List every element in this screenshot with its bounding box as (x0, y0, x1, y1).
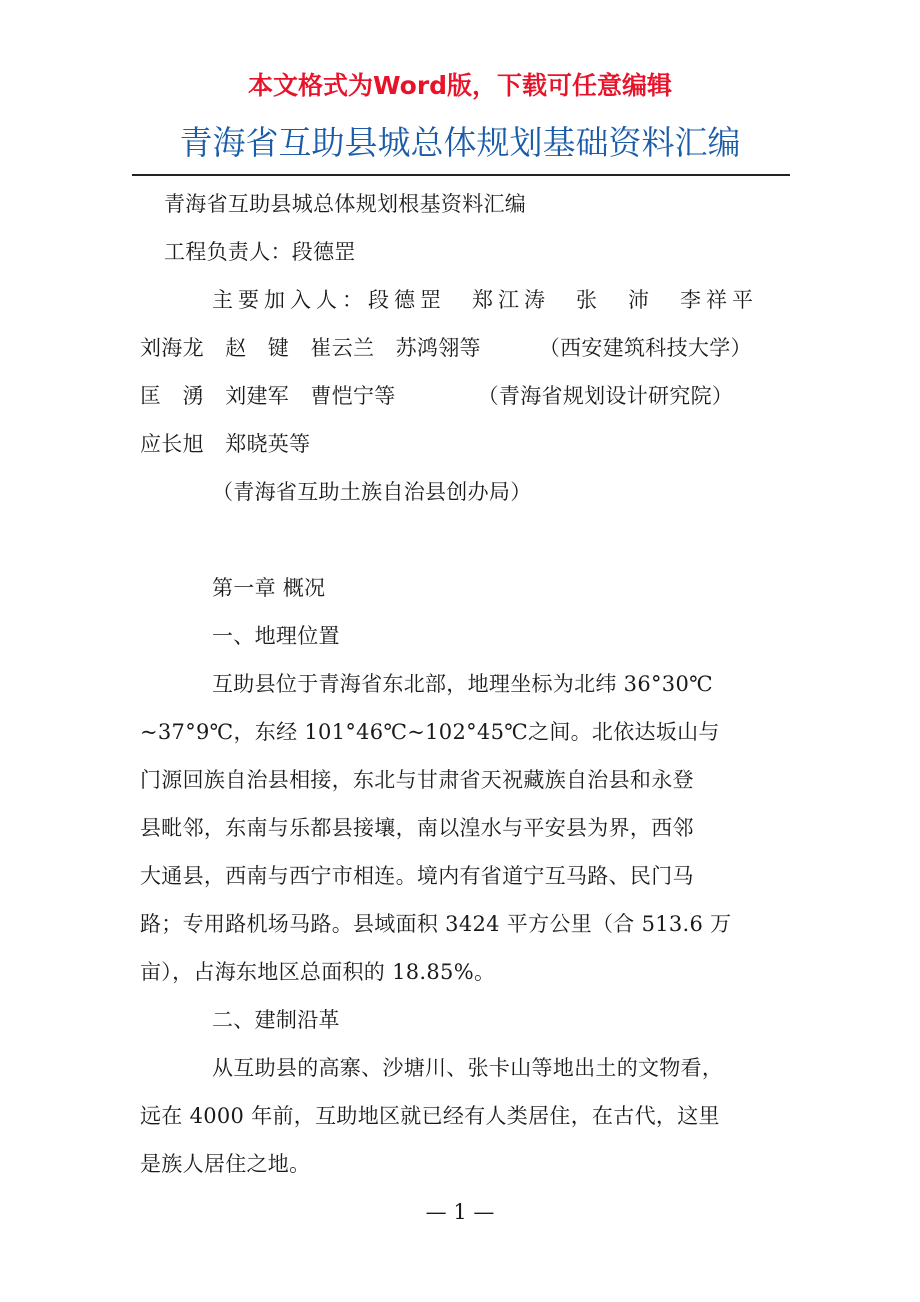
format-notice: 本文格式为Word版，下载可任意编辑 (247, 71, 673, 100)
paragraph-line: 亩），占海东地区总面积的 18.85%。 (140, 960, 496, 984)
chapter-heading: 第一章 概况 (212, 576, 326, 600)
paragraph-line: 路；专用路机场马路。县域面积 3424 平方公里（合 513.6 万 (140, 912, 732, 936)
document-title: 青海省互助县城总体规划基础资料汇编 (179, 123, 741, 162)
paragraph-line: ~37°9℃，东经 101°46℃~102°45℃之间。北依达坂山与 (140, 720, 720, 744)
group-1-organization: （西安建筑科技大学） (538, 336, 752, 360)
participants-group-2 (140, 372, 790, 420)
paragraph-line: 门源回族自治县相接，东北与甘肃省天祝藏族自治县和永登 (140, 768, 694, 792)
paragraph-line: 从互助县的高寨、沙塘川、张卡山等地出土的文物看， (212, 1056, 724, 1080)
participants-group-1 (140, 324, 790, 372)
group-3-names: 应长旭 郑晓英等 (140, 432, 311, 456)
participants-lead: 主要加入人：段德罡 郑江涛 张 沛 李祥平 (212, 288, 758, 312)
paragraph-line: 是族人居住之地。 (140, 1152, 311, 1176)
paragraph-line: 远在 4000 年前，互助地区就已经有人类居住，在古代，这里 (140, 1104, 720, 1128)
paragraph-line: 互助县位于青海省东北部，地理坐标为北纬 36°30℃ (212, 672, 713, 696)
section-heading-location: 一、地理位置 (212, 624, 340, 648)
group-2-organization: （青海省规划设计研究院） (477, 384, 734, 408)
paragraph-line: 县毗邻，东南与乐都县接壤，南以湟水与平安县为界，西邻 (140, 816, 694, 840)
document-body (140, 180, 790, 1188)
group-2-names: 匡 湧 刘建军 曹恺宁等 (140, 384, 396, 408)
page-number: — 1 — (425, 1200, 495, 1224)
group-1-names: 刘海龙 赵 键 崔云兰 苏鸿翎等 (140, 336, 481, 360)
subtitle: 青海省互助县城总体规划根基资料汇编 (164, 192, 527, 216)
paragraph-line: 大通县，西南与西宁市相连。境内有省道宁互马路、民门马 (140, 864, 694, 888)
group-3-organization: （青海省互助土族自治县创办局） (212, 480, 532, 504)
title-divider (132, 174, 790, 176)
section-heading-history: 二、建制沿革 (212, 1008, 340, 1032)
project-leader: 工程负责人：段德罡 (164, 240, 356, 264)
blank-line (140, 516, 790, 564)
